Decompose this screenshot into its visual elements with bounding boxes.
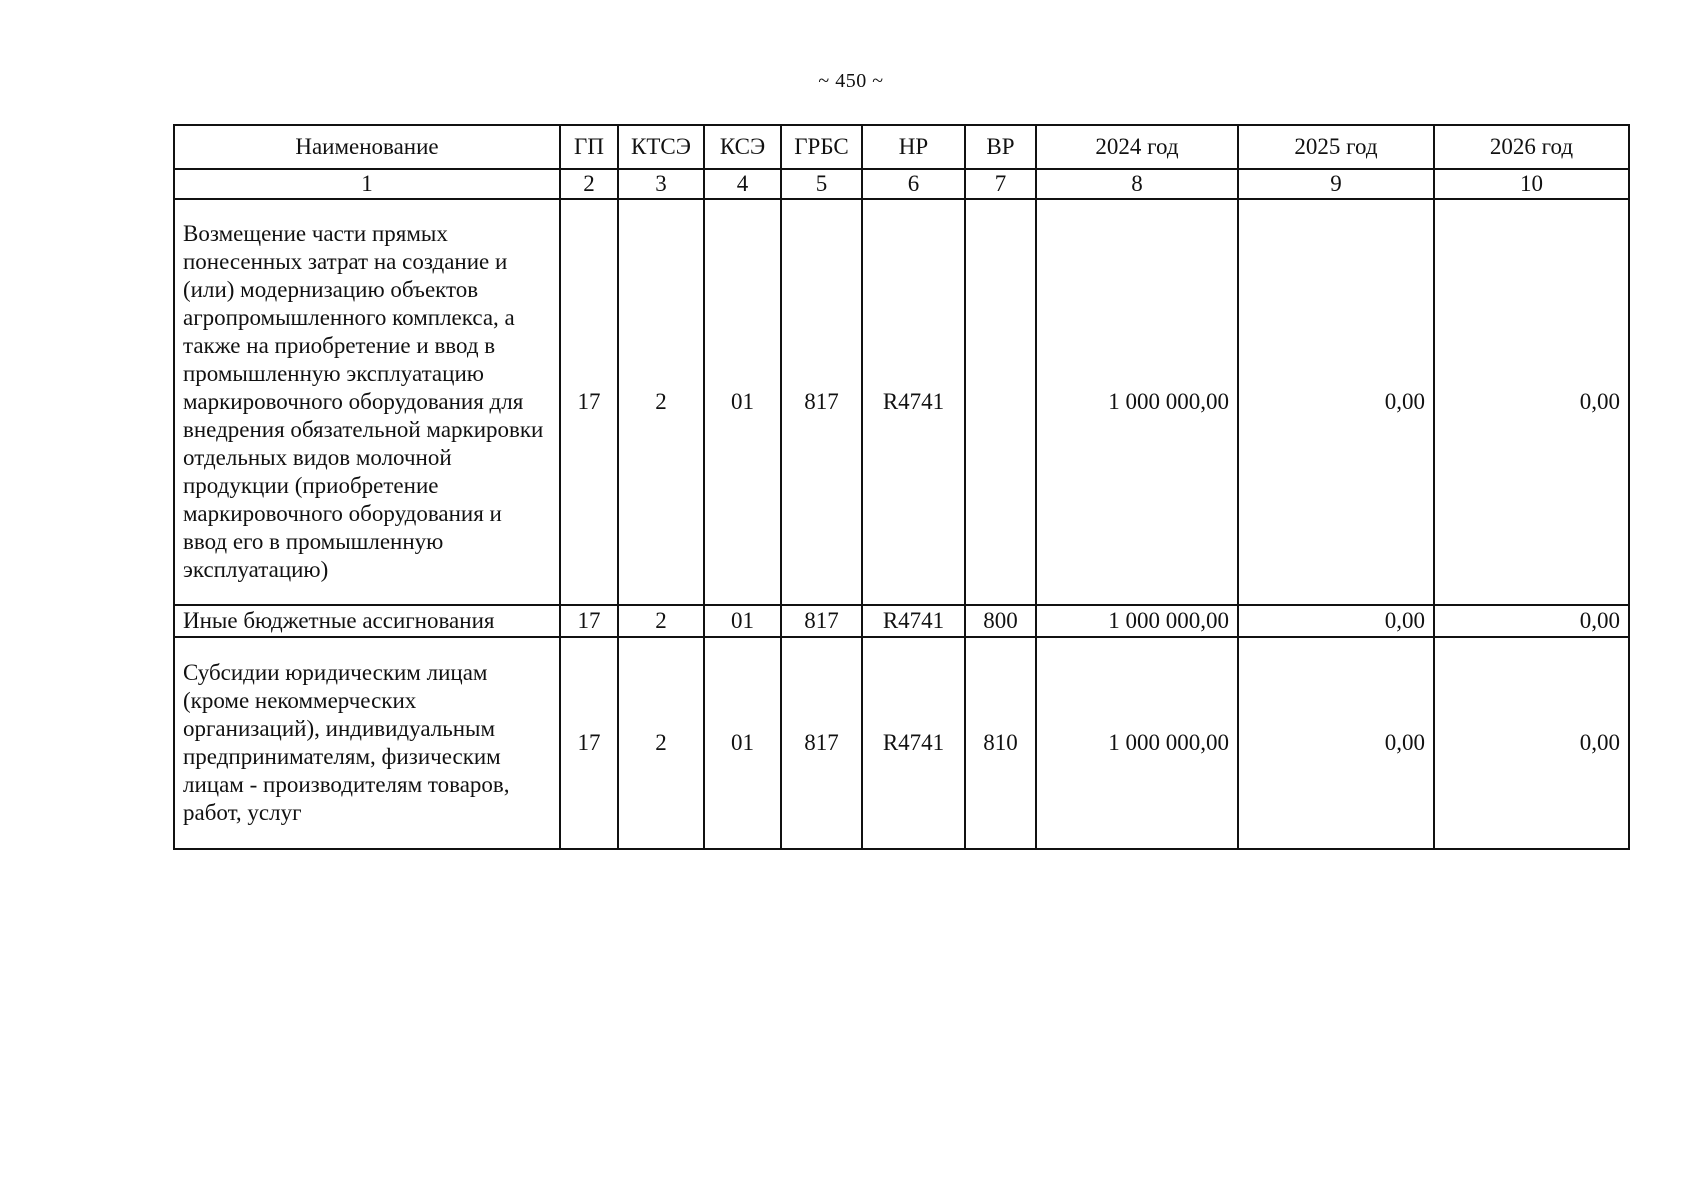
cell-vr: 800 xyxy=(965,605,1036,637)
cell-vr: 810 xyxy=(965,637,1036,849)
cell-gp: 17 xyxy=(560,199,618,605)
row-name: Субсидии юридическим лицам (кроме некоммерческих организаций), индивидуальным предпринимателям, физическим лицам - производителям товаров, работ, услуг xyxy=(174,637,560,849)
cell-2026: 0,00 xyxy=(1434,637,1629,849)
cell-2026: 0,00 xyxy=(1434,199,1629,605)
cell-2025: 0,00 xyxy=(1238,605,1434,637)
column-number: 8 xyxy=(1036,169,1238,199)
cell-grbs: 817 xyxy=(781,199,862,605)
table-row xyxy=(174,637,1629,849)
header-grbs: ГРБС xyxy=(781,125,862,169)
header-name: Наименование xyxy=(174,125,560,169)
cell-2026: 0,00 xyxy=(1434,605,1629,637)
column-number: 4 xyxy=(704,169,781,199)
header-vr: ВР xyxy=(965,125,1036,169)
cell-ktse: 2 xyxy=(618,199,704,605)
cell-gp: 17 xyxy=(560,605,618,637)
column-number: 9 xyxy=(1238,169,1434,199)
cell-nr: R4741 xyxy=(862,199,965,605)
column-number: 7 xyxy=(965,169,1036,199)
column-number: 1 xyxy=(174,169,560,199)
cell-grbs: 817 xyxy=(781,605,862,637)
cell-2025: 0,00 xyxy=(1238,637,1434,849)
cell-nr: R4741 xyxy=(862,637,965,849)
header-ktse: КТСЭ xyxy=(618,125,704,169)
column-number: 3 xyxy=(618,169,704,199)
cell-gp: 17 xyxy=(560,637,618,849)
table-row xyxy=(174,605,1629,637)
column-number: 10 xyxy=(1434,169,1629,199)
cell-kse: 01 xyxy=(704,637,781,849)
cell-2024: 1 000 000,00 xyxy=(1036,637,1238,849)
header-2026: 2026 год xyxy=(1434,125,1629,169)
header-row xyxy=(174,125,1629,169)
column-number: 5 xyxy=(781,169,862,199)
row-name: Возмещение части прямых понесенных затрат на создание и (или) модернизацию объектов агропромышленного комплекса, а также на приобретение и ввод в промышленную эксплуатацию маркировочного оборудования для внедрения обязательной маркировки отдельных видов молочной продукции (приобретение маркировочного оборудования и ввод его в промышленную эксплуатацию) xyxy=(174,199,560,605)
header-gp: ГП xyxy=(560,125,618,169)
cell-grbs: 817 xyxy=(781,637,862,849)
cell-ktse: 2 xyxy=(618,605,704,637)
table-row xyxy=(174,199,1629,605)
row-name: Иные бюджетные ассигнования xyxy=(174,605,560,637)
cell-vr xyxy=(965,199,1036,605)
header-nr: НР xyxy=(862,125,965,169)
cell-2024: 1 000 000,00 xyxy=(1036,199,1238,605)
header-2025: 2025 год xyxy=(1238,125,1434,169)
page-number: ~ 450 ~ xyxy=(818,70,884,92)
column-number-row xyxy=(174,169,1629,199)
budget-table xyxy=(173,124,1630,850)
header-kse: КСЭ xyxy=(704,125,781,169)
cell-2025: 0,00 xyxy=(1238,199,1434,605)
column-number: 2 xyxy=(560,169,618,199)
header-2024: 2024 год xyxy=(1036,125,1238,169)
cell-kse: 01 xyxy=(704,199,781,605)
column-number: 6 xyxy=(862,169,965,199)
cell-2024: 1 000 000,00 xyxy=(1036,605,1238,637)
cell-kse: 01 xyxy=(704,605,781,637)
cell-nr: R4741 xyxy=(862,605,965,637)
cell-ktse: 2 xyxy=(618,637,704,849)
